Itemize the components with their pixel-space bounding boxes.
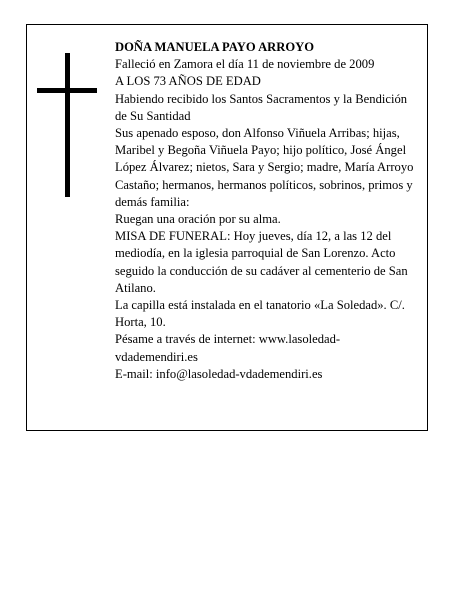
family-list: Sus apenado esposo, don Alfonso Viñuela Arribas; hijas, Maribel y Begoña Viñuela Payo; hijo político, José Ángel López Álvarez; nietos, Sara y Sergio; madre, María Arroyo Castaño; hermanos, hermanos políticos, sobrinos, primos y demás familia:: [115, 126, 414, 209]
cross-icon: [37, 53, 97, 197]
condolences-website: Pésame a través de internet: www.lasoledad-vdademendiri.es: [115, 332, 341, 364]
contact-email: E-mail: info@lasoledad-vdademendiri.es: [115, 366, 323, 381]
chapel-location: La capilla está instalada en el tanatorio «La Soledad». C/. Horta, 10.: [115, 298, 405, 330]
funeral-mass-details: MISA DE FUNERAL: Hoy jueves, día 12, a las 12 del mediodía, en la iglesia parroquial de San Lorenzo. Acto seguido la conducción de su cadáver al cementerio de San Atilano.: [115, 229, 408, 295]
age-line: A LOS 73 AÑOS DE EDAD: [115, 74, 261, 89]
sacraments-line: Habiendo recibido los Santos Sacramentos y la Bendición de Su Santidad: [115, 91, 408, 123]
deceased-name: DOÑA MANUELA PAYO ARROYO: [115, 40, 315, 54]
death-date-line: Falleció en Zamora el día 11 de noviembre de 2009: [115, 57, 375, 72]
cross-horizontal-bar: [37, 88, 97, 93]
obituary-notice: [26, 24, 428, 431]
obituary-text: [115, 39, 421, 383]
cross-vertical-bar: [65, 53, 70, 197]
prayer-request: Ruegan una oración por su alma.: [115, 212, 281, 227]
